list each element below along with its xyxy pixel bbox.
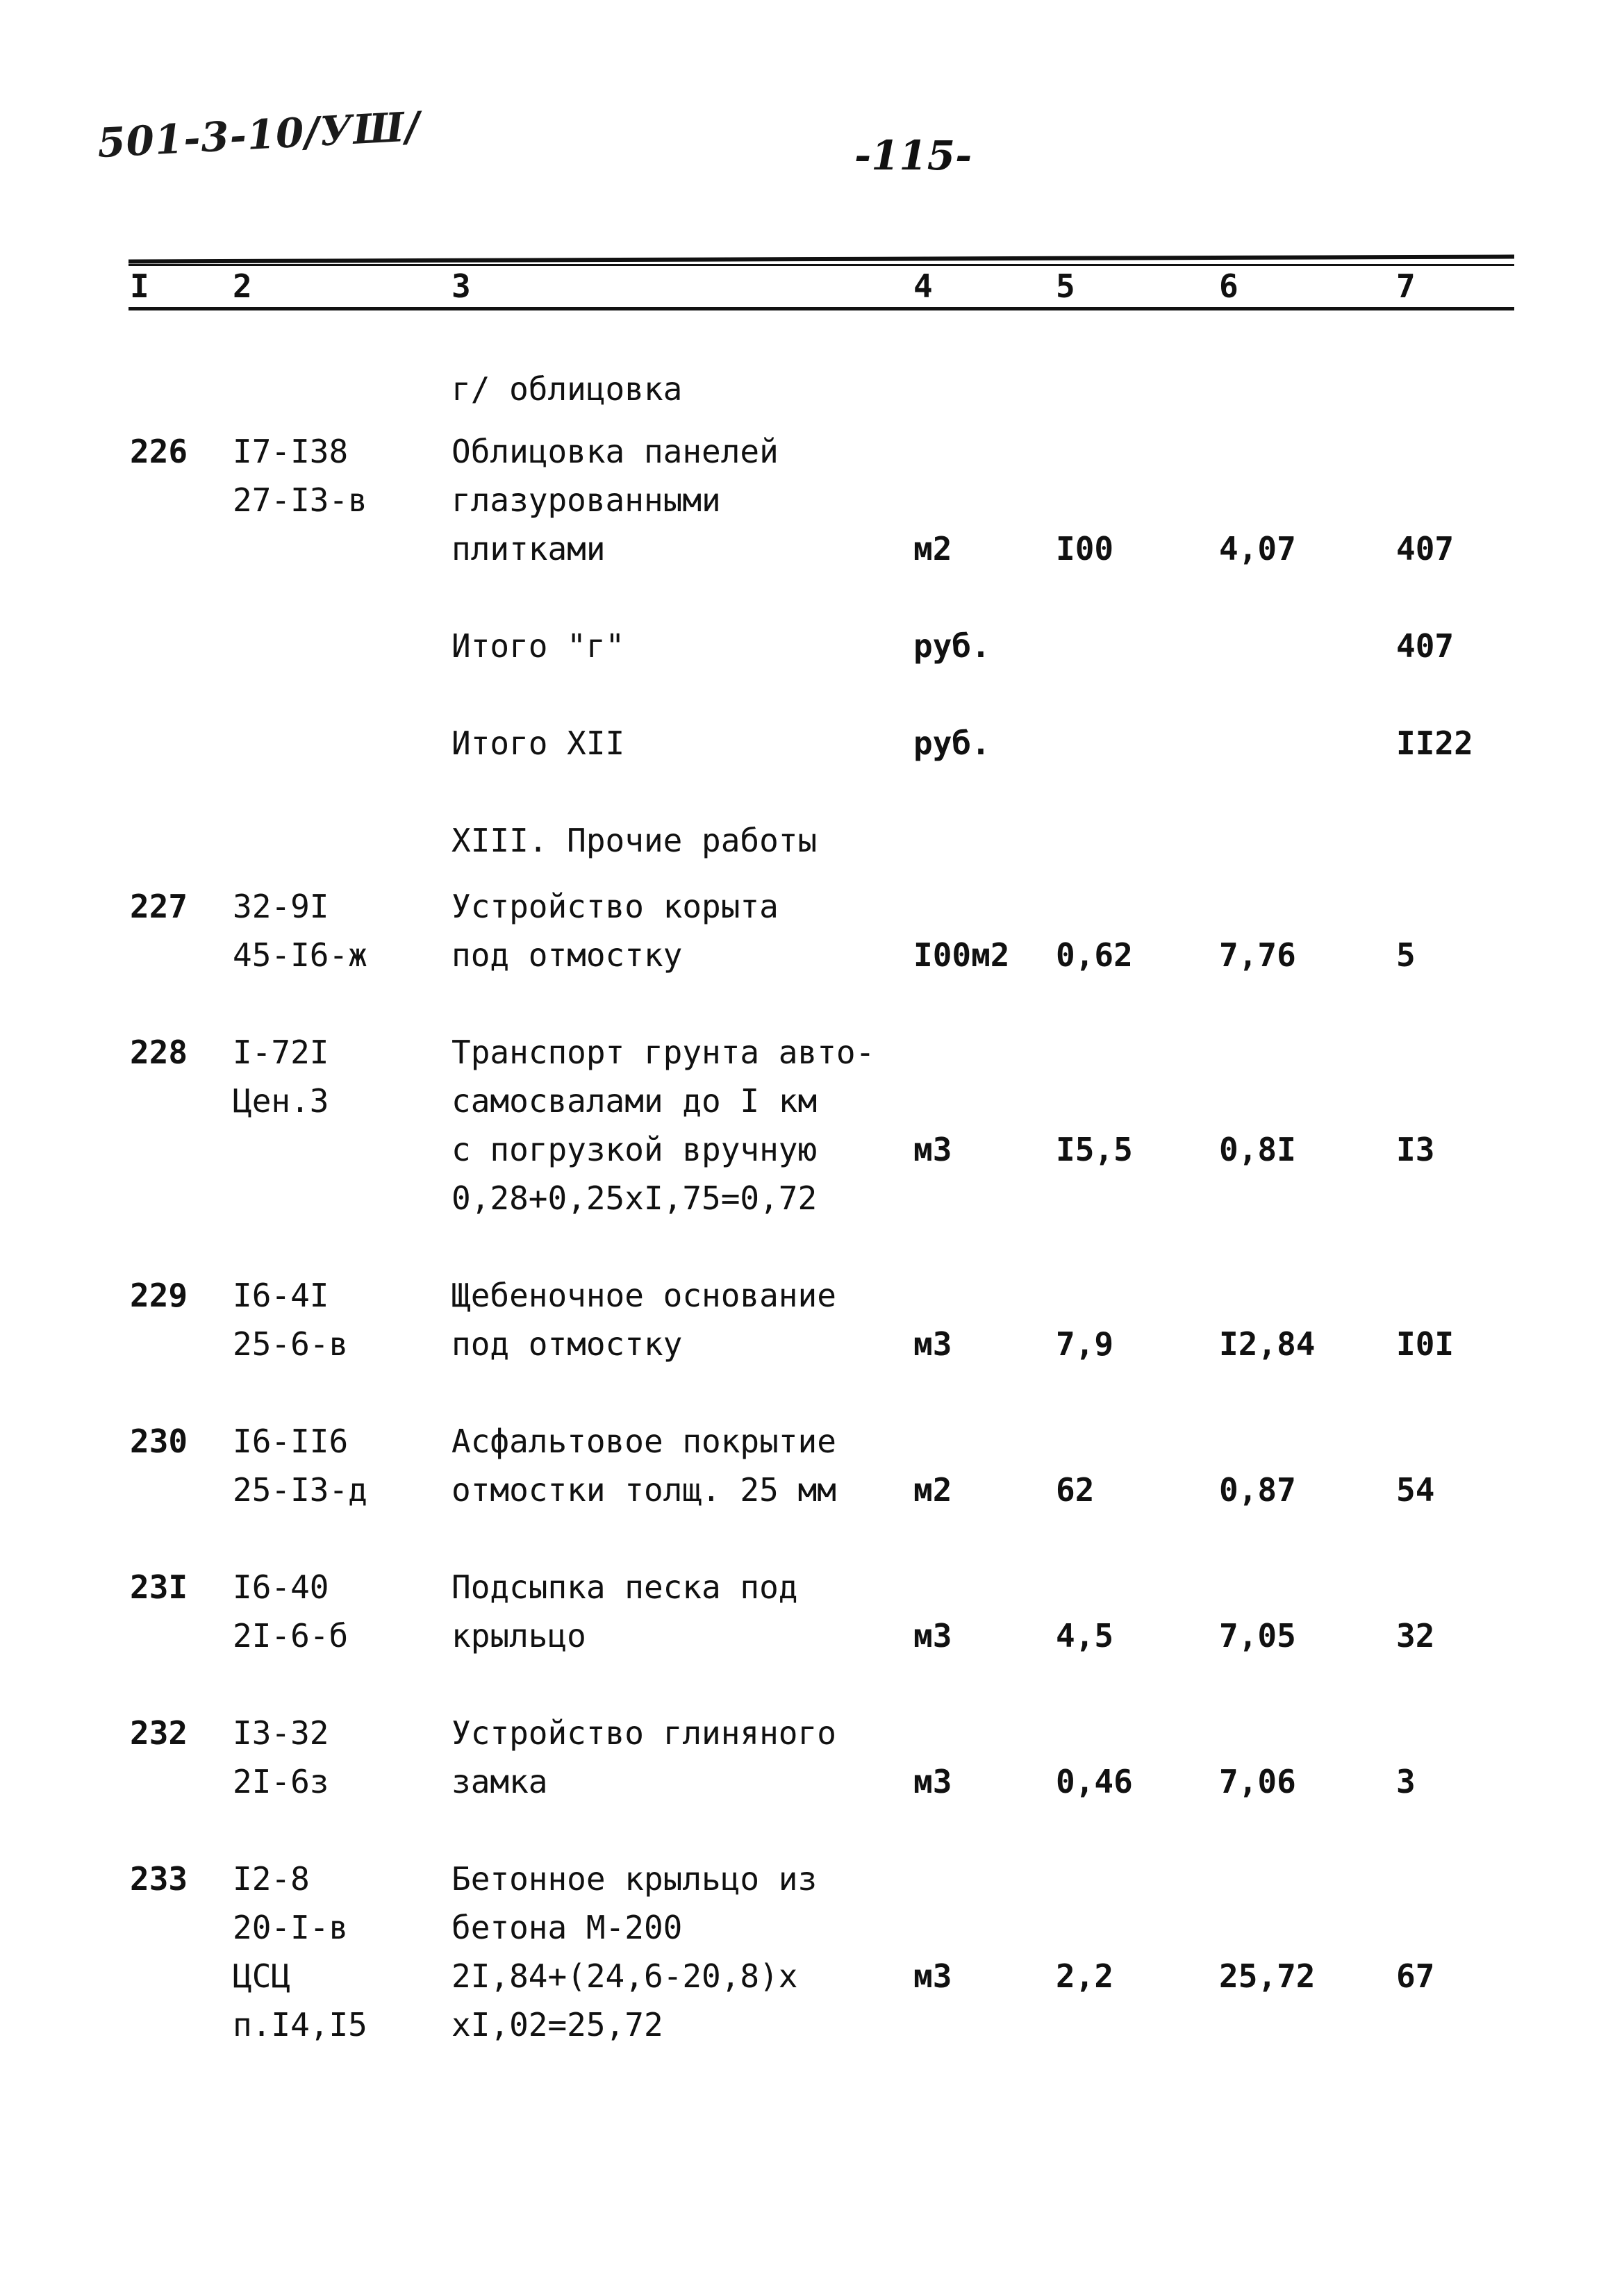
total-cell: 32 <box>1396 1617 1435 1655</box>
norm-code: I3-32 <box>233 1714 329 1752</box>
work-description: крыльцо <box>451 1617 586 1655</box>
total-cell: 407 <box>1396 530 1455 567</box>
unit-cell: м3 <box>913 1617 952 1655</box>
work-description: г/ облицовка <box>451 370 683 408</box>
row-number: 232 <box>130 1714 188 1752</box>
quantity-cell: 4,5 <box>1056 1617 1114 1655</box>
row-number: 226 <box>130 433 188 470</box>
row-number: 230 <box>130 1423 188 1460</box>
column-header-3: 3 <box>451 267 471 305</box>
work-description: Бетонное крыльцо из <box>451 1860 818 1898</box>
work-description: самосвалами до I км <box>451 1082 818 1120</box>
work-description: под отмостку <box>451 936 683 974</box>
total-cell: I0I <box>1396 1325 1455 1363</box>
norm-code: 25-I3-д <box>233 1471 367 1509</box>
unit-cell: I00м2 <box>913 936 1010 974</box>
work-description: замка <box>451 1763 548 1800</box>
quantity-cell: 2,2 <box>1056 1957 1114 1995</box>
unit-cell: м3 <box>913 1957 952 1995</box>
work-description: под отмостку <box>451 1325 683 1363</box>
work-description: Асфальтовое покрытие <box>451 1423 836 1460</box>
norm-code: I6-II6 <box>233 1423 349 1460</box>
norm-code: I6-4I <box>233 1277 329 1314</box>
work-description: Устройство корыта <box>451 888 779 925</box>
norm-code: 32-9I <box>233 888 329 925</box>
total-cell: I3 <box>1396 1131 1435 1168</box>
norm-code: Цен.3 <box>233 1082 329 1120</box>
unit-price-cell: I2,84 <box>1219 1325 1316 1363</box>
total-cell: 67 <box>1396 1957 1435 1995</box>
row-number: 229 <box>130 1277 188 1314</box>
work-description: Итого "г" <box>451 627 625 665</box>
quantity-cell: I00 <box>1056 530 1114 567</box>
quantity-cell: 62 <box>1056 1471 1095 1509</box>
unit-price-cell: 4,07 <box>1219 530 1296 567</box>
work-description: 2I,84+(24,6-20,8)х <box>451 1957 798 1995</box>
quantity-cell: I5,5 <box>1056 1131 1133 1168</box>
work-description: с погрузкой вручную <box>451 1131 818 1168</box>
unit-price-cell: 0,8I <box>1219 1131 1296 1168</box>
column-header-2: 2 <box>233 267 252 305</box>
work-description: Щебеночное основание <box>451 1277 836 1314</box>
norm-code: п.I4,I5 <box>233 2006 367 2044</box>
norm-code: I-72I <box>233 1034 329 1071</box>
unit-price-cell: 0,87 <box>1219 1471 1296 1509</box>
norm-code: I6-40 <box>233 1568 329 1606</box>
work-description: Подсыпка песка под <box>451 1568 798 1606</box>
norm-code: I2-8 <box>233 1860 310 1898</box>
unit-cell: м2 <box>913 530 952 567</box>
unit-cell: м3 <box>913 1325 952 1363</box>
work-description: бетона М-200 <box>451 1909 683 1946</box>
norm-code: 45-I6-ж <box>233 936 367 974</box>
unit-cell: м3 <box>913 1131 952 1168</box>
norm-code: 25-6-в <box>233 1325 349 1363</box>
total-cell: 3 <box>1396 1763 1416 1800</box>
column-header-1: I <box>130 267 149 305</box>
work-description: 0,28+0,25хI,75=0,72 <box>451 1179 818 1217</box>
work-description: отмостки толщ. 25 мм <box>451 1471 836 1509</box>
total-cell: 54 <box>1396 1471 1435 1509</box>
norm-code: ЦСЦ <box>233 1957 291 1995</box>
norm-code: 2I-6з <box>233 1763 329 1800</box>
column-header-5: 5 <box>1056 267 1075 305</box>
quantity-cell: 7,9 <box>1056 1325 1114 1363</box>
page-number: -115- <box>854 132 972 179</box>
header-bottom-rule <box>129 307 1514 310</box>
work-description: Облицовка панелей <box>451 433 779 470</box>
document-code: 501-3-10/УШ/ <box>96 102 422 167</box>
unit-price-cell: 7,76 <box>1219 936 1296 974</box>
total-cell: II22 <box>1396 724 1473 762</box>
column-header-6: 6 <box>1219 267 1238 305</box>
work-description: хI,02=25,72 <box>451 2006 663 2044</box>
norm-code: 27-I3-в <box>233 481 367 519</box>
total-cell: 5 <box>1396 936 1416 974</box>
quantity-cell: 0,46 <box>1056 1763 1133 1800</box>
total-cell: 407 <box>1396 627 1455 665</box>
work-description: Итого XII <box>451 724 625 762</box>
quantity-cell: 0,62 <box>1056 936 1133 974</box>
work-description: Транспорт грунта авто- <box>451 1034 875 1071</box>
unit-cell: м2 <box>913 1471 952 1509</box>
norm-code: I7-I38 <box>233 433 349 470</box>
row-number: 23I <box>130 1568 188 1606</box>
unit-cell: м3 <box>913 1763 952 1800</box>
row-number: 228 <box>130 1034 188 1071</box>
norm-code: 20-I-в <box>233 1909 349 1946</box>
column-header-7: 7 <box>1396 267 1416 305</box>
work-description: глазурованными <box>451 481 721 519</box>
work-description: XIII. Прочие работы <box>451 822 818 859</box>
table-top-rule-2 <box>129 264 1514 266</box>
work-description: Устройство глиняного <box>451 1714 836 1752</box>
row-number: 227 <box>130 888 188 925</box>
norm-code: 2I-6-б <box>233 1617 349 1655</box>
column-header-4: 4 <box>913 267 933 305</box>
row-number: 233 <box>130 1860 188 1898</box>
unit-price-cell: 7,06 <box>1219 1763 1296 1800</box>
unit-price-cell: 25,72 <box>1219 1957 1316 1995</box>
table-top-rule <box>129 255 1514 264</box>
unit-price-cell: 7,05 <box>1219 1617 1296 1655</box>
unit-cell: руб. <box>913 627 991 665</box>
work-description: плитками <box>451 530 606 567</box>
unit-cell: руб. <box>913 724 991 762</box>
